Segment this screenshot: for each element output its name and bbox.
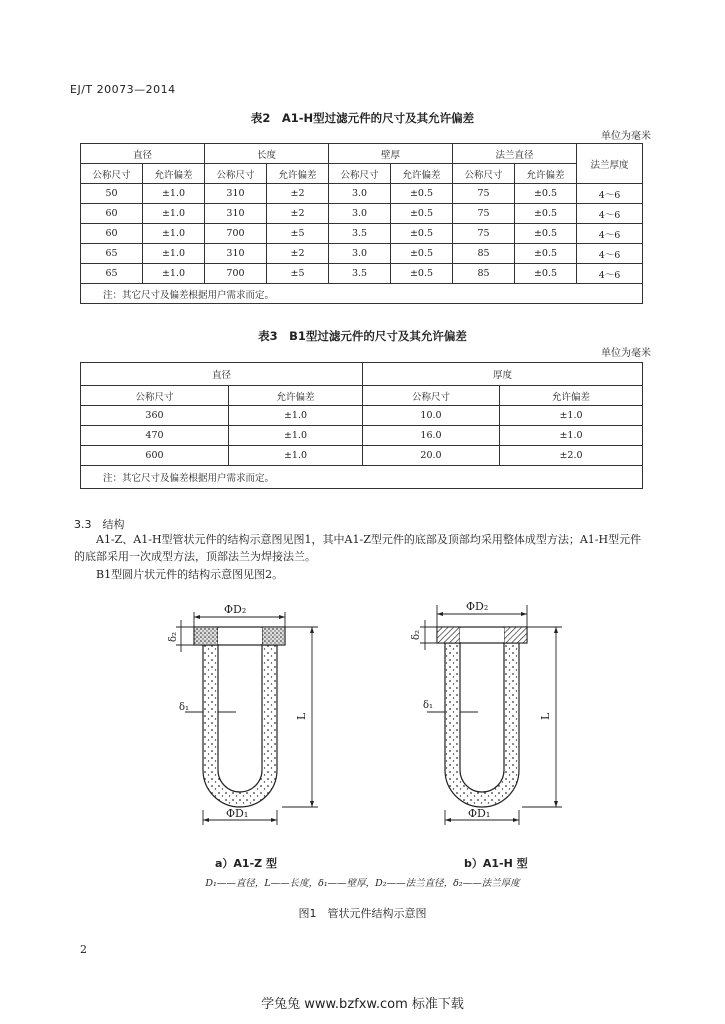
figure-tubes bbox=[0, 585, 725, 855]
table2-cell: ±1.0 bbox=[143, 204, 205, 224]
table2-cell: ±5 bbox=[267, 224, 329, 244]
table2-cell: 3.0 bbox=[329, 204, 391, 224]
table2-cell: ±0.5 bbox=[391, 184, 453, 204]
table2-subheader-cell: 公称尺寸 bbox=[453, 164, 515, 184]
table2-cell: ±0.5 bbox=[515, 264, 577, 284]
table3-note-row bbox=[81, 466, 643, 489]
table3-subheader-row bbox=[81, 386, 643, 406]
label-d2-a: ΦD₂ bbox=[224, 603, 247, 616]
section-paragraph-1: A1-Z、A1-H型管状元件的结构示意图见图1，其中A1-Z型元件的底部及顶部均采用整体成型方法；A1-H型元件的底部采用一次成型方法，顶部法兰为焊接法兰。 bbox=[74, 533, 642, 563]
figure-legend: D₁——直径，L——长度，δ₁——壁厚，D₂——法兰直径，δ₂——法兰厚度 bbox=[205, 878, 520, 889]
table2-subheader-cell: 公称尺寸 bbox=[329, 164, 391, 184]
table2 bbox=[80, 143, 643, 304]
table3-subheader-cell: 公称尺寸 bbox=[81, 386, 229, 406]
table2-cell: ±2 bbox=[267, 184, 329, 204]
table2-group-cell: 法兰直径 bbox=[453, 144, 577, 164]
table3-cell: ±1.0 bbox=[229, 426, 363, 446]
section-paragraph-2: B1型圆片状元件的结构示意图见图2。 bbox=[96, 568, 284, 581]
table2-cell: 60 bbox=[81, 204, 143, 224]
page-number: 2 bbox=[80, 943, 87, 956]
table3-cell: 600 bbox=[81, 446, 229, 466]
table3-subheader-cell: 允许偏差 bbox=[500, 386, 643, 406]
table2-cell: ±0.5 bbox=[515, 184, 577, 204]
label-delta1-a: δ₁ bbox=[179, 702, 190, 713]
table3-cell: ±2.0 bbox=[500, 446, 643, 466]
table2-cell: 4～6 bbox=[577, 244, 643, 264]
table2-title: 表2 A1-H型过滤元件的尺寸及其允许偏差 bbox=[250, 111, 475, 125]
table2-cell: ±0.5 bbox=[515, 204, 577, 224]
table2-cell: 3.5 bbox=[329, 264, 391, 284]
table2-cell: ±0.5 bbox=[391, 204, 453, 224]
table2-cell: ±0.5 bbox=[515, 224, 577, 244]
table2-subheader-cell: 允许偏差 bbox=[391, 164, 453, 184]
table3-row bbox=[81, 446, 643, 466]
table2-cell: 3.0 bbox=[329, 184, 391, 204]
table2-cell: ±0.5 bbox=[515, 244, 577, 264]
table3-unit: 单位为毫米 bbox=[601, 348, 651, 359]
table2-cell: 310 bbox=[205, 244, 267, 264]
table2-row bbox=[81, 224, 643, 244]
table2-cell: 4～6 bbox=[577, 204, 643, 224]
table3-cell: ±1.0 bbox=[500, 406, 643, 426]
caption-b: b）A1-H 型 bbox=[464, 857, 528, 870]
table2-cell: 85 bbox=[453, 244, 515, 264]
table3-row bbox=[81, 426, 643, 446]
table3-cell: 20.0 bbox=[363, 446, 500, 466]
label-delta2-b: δ₂ bbox=[411, 629, 422, 640]
table2-subheader-cell: 公称尺寸 bbox=[81, 164, 143, 184]
table3-note: 注：其它尺寸及偏差根据用户需求而定。 bbox=[81, 466, 643, 489]
table2-subheader-cell: 允许偏差 bbox=[515, 164, 577, 184]
table2-cell: ±1.0 bbox=[143, 264, 205, 284]
label-L-a: L bbox=[295, 712, 308, 720]
table2-note-row bbox=[81, 284, 643, 304]
label-L-b: L bbox=[539, 712, 552, 720]
table2-cell: ±5 bbox=[267, 264, 329, 284]
table3-subheader-cell: 允许偏差 bbox=[229, 386, 363, 406]
table2-note: 注：其它尺寸及偏差根据用户需求而定。 bbox=[81, 284, 643, 304]
label-d2-b: ΦD₂ bbox=[466, 600, 489, 613]
table3-row bbox=[81, 406, 643, 426]
table2-cell: ±0.5 bbox=[391, 264, 453, 284]
table2-cell: 3.0 bbox=[329, 244, 391, 264]
table2-subheader-row bbox=[81, 164, 643, 184]
table3-title: 表3 B1型过滤元件的尺寸及其允许偏差 bbox=[258, 329, 467, 343]
table2-cell: 75 bbox=[453, 204, 515, 224]
table2-cell: 4～6 bbox=[577, 264, 643, 284]
table3-cell: ±1.0 bbox=[229, 406, 363, 426]
table2-subheader-cell: 允许偏差 bbox=[267, 164, 329, 184]
table2-cell: ±1.0 bbox=[143, 224, 205, 244]
table2-cell: 700 bbox=[205, 264, 267, 284]
table3 bbox=[80, 362, 643, 489]
tube-a1z bbox=[194, 627, 285, 807]
table2-unit: 单位为毫米 bbox=[601, 131, 651, 142]
table2-cell: 4～6 bbox=[577, 184, 643, 204]
caption-a: a）A1-Z 型 bbox=[215, 857, 277, 870]
table2-cell: 310 bbox=[205, 184, 267, 204]
table3-cell: 470 bbox=[81, 426, 229, 446]
table2-cell: 65 bbox=[81, 264, 143, 284]
figure-title: 图1 管状元件结构示意图 bbox=[298, 907, 427, 920]
table2-group-cell: 直径 bbox=[81, 144, 205, 164]
table2-cell: 4～6 bbox=[577, 224, 643, 244]
label-delta2-a: δ₂ bbox=[168, 631, 179, 642]
label-delta1-b: δ₁ bbox=[423, 700, 434, 711]
table2-cell: ±1.0 bbox=[143, 184, 205, 204]
table2-cell: 85 bbox=[453, 264, 515, 284]
table2-group-cell: 法兰厚度 bbox=[577, 144, 643, 184]
table3-cell: ±1.0 bbox=[229, 446, 363, 466]
table2-cell: 310 bbox=[205, 204, 267, 224]
table2-cell: ±1.0 bbox=[143, 244, 205, 264]
table2-row bbox=[81, 244, 643, 264]
table2-cell: 75 bbox=[453, 184, 515, 204]
table2-cell: 60 bbox=[81, 224, 143, 244]
table2-group-cell: 长度 bbox=[205, 144, 329, 164]
table2-row bbox=[81, 264, 643, 284]
table2-group-row bbox=[81, 144, 643, 164]
table3-cell: ±1.0 bbox=[500, 426, 643, 446]
table2-row bbox=[81, 204, 643, 224]
table3-group-cell: 直径 bbox=[81, 363, 363, 386]
table2-cell: ±2 bbox=[267, 204, 329, 224]
table2-cell: ±2 bbox=[267, 244, 329, 264]
table2-cell: ±0.5 bbox=[391, 244, 453, 264]
table2-subheader-cell: 允许偏差 bbox=[143, 164, 205, 184]
table3-cell: 360 bbox=[81, 406, 229, 426]
table3-group-cell: 厚度 bbox=[363, 363, 643, 386]
label-d1-b: ΦD₁ bbox=[468, 807, 491, 820]
table3-group-row bbox=[81, 363, 643, 386]
table3-subheader-cell: 公称尺寸 bbox=[363, 386, 500, 406]
footer-watermark: 学兔兔 www.bzfxw.com 标准下载 bbox=[261, 997, 464, 1012]
table2-cell: 75 bbox=[453, 224, 515, 244]
table2-row bbox=[81, 184, 643, 204]
table2-cell: 65 bbox=[81, 244, 143, 264]
table2-cell: 3.5 bbox=[329, 224, 391, 244]
table2-cell: 700 bbox=[205, 224, 267, 244]
table2-cell: 50 bbox=[81, 184, 143, 204]
label-d1-a: ΦD₁ bbox=[226, 807, 249, 820]
table3-cell: 16.0 bbox=[363, 426, 500, 446]
table2-group-cell: 壁厚 bbox=[329, 144, 453, 164]
tube-a1h bbox=[437, 627, 527, 807]
table2-subheader-cell: 公称尺寸 bbox=[205, 164, 267, 184]
section-heading: 3.3 结构 bbox=[74, 518, 125, 531]
table2-cell: ±0.5 bbox=[391, 224, 453, 244]
document-code: EJ/T 20073—2014 bbox=[70, 83, 176, 96]
table3-cell: 10.0 bbox=[363, 406, 500, 426]
